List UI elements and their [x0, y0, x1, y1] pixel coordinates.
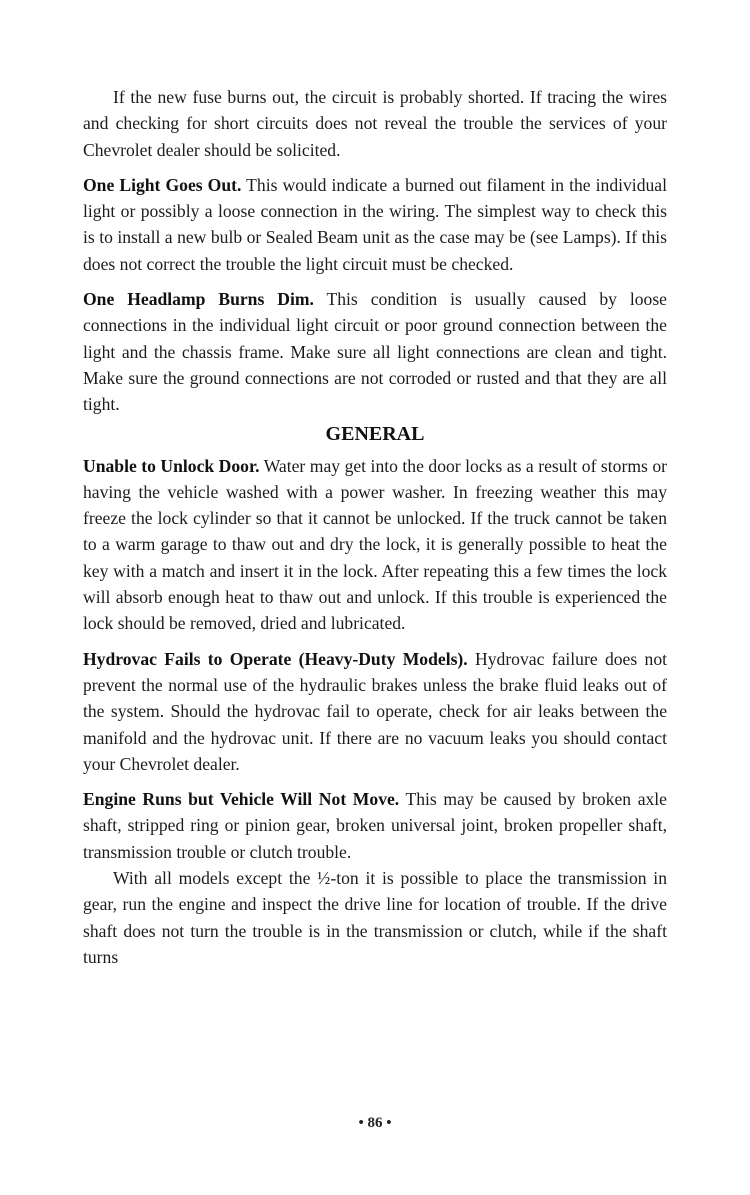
paragraph-one-light-goes-out [83, 172, 667, 277]
paragraph-with-all-models: With all models except the ½-ton it is possible to place the transmission in gear, run the engine and inspect the drive line for location of trouble. If the drive shaft does not turn the trouble is in the transmission or clutch, while if the shaft turns [83, 868, 667, 967]
paragraph-headlamp-burns-dim [83, 286, 667, 417]
page-number: • 86 • [358, 1115, 392, 1131]
paragraph-hydrovac-fails [83, 646, 667, 777]
body-headlamp-burns-dim: This condition is usually caused by loose connections in the individual light circuit or poor ground connection between the light and the chassis frame. Make sure all light connections are clean and tight. Make sure the ground connections are not corroded or rusted and that they are all tight. [83, 289, 667, 415]
body-unable-to-unlock-door: Water may get into the door locks as a result of storms or having the vehicle washed with a power washer. In freezing weather this may freeze the lock cylinder so that it cannot be unlocked. If the truck cannot be taken to a warm garage to thaw out and dry the lock, it is generally possible to heat the key with a match and insert it in the lock. After repeating this a few times the lock will absorb enough heat to thaw out and unlock. If this trouble is experienced the lock should be removed, dried and lubricated. [83, 455, 668, 634]
paragraph-engine-runs [83, 786, 667, 865]
manual-page [83, 84, 667, 970]
body-hydrovac-fails: Hydrovac failure does not prevent the normal use of the hydraulic brakes unless the brake fluid leaks out of the system. Should the hydrovac fail to operate, check for air leaks between the manifold and the hydrovac unit. If there are no vacuum leaks you should contact your Chevrolet dealer. [83, 648, 668, 774]
body-one-light-goes-out: This would indicate a burned out filament in the individual light or possibly a loose connection in the wiring. The simplest way to check this is to install a new bulb or Sealed Beam unit as the case may be (see Lamps). If this does not correct the trouble the light circuit must be checked. [83, 174, 667, 274]
heading-headlamp-burns-dim: One Headlamp Burns Dim. [83, 289, 314, 310]
section-title-general: GENERAL [325, 422, 425, 445]
body-engine-runs: This may be caused by broken axle shaft, stripped ring or pinion gear, broken universal joint, broken propeller shaft, transmission trouble or clutch trouble. [83, 789, 667, 862]
heading-hydrovac-fails: Hydrovac Fails to Operate (Heavy-Duty Models). [83, 648, 468, 669]
heading-unable-to-unlock-door: Unable to Unlock Door. [83, 455, 260, 476]
heading-engine-runs: Engine Runs but Vehicle Will Not Move. [83, 789, 400, 810]
heading-one-light-goes-out: One Light Goes Out. [83, 174, 242, 195]
paragraph-fuse-burns-out: If the new fuse burns out, the circuit is probably shorted. If tracing the wires and checking for short circuits does not reveal the trouble the services of your Chevrolet dealer should be solicited. [83, 87, 667, 160]
paragraph-unable-to-unlock-door [83, 453, 667, 637]
